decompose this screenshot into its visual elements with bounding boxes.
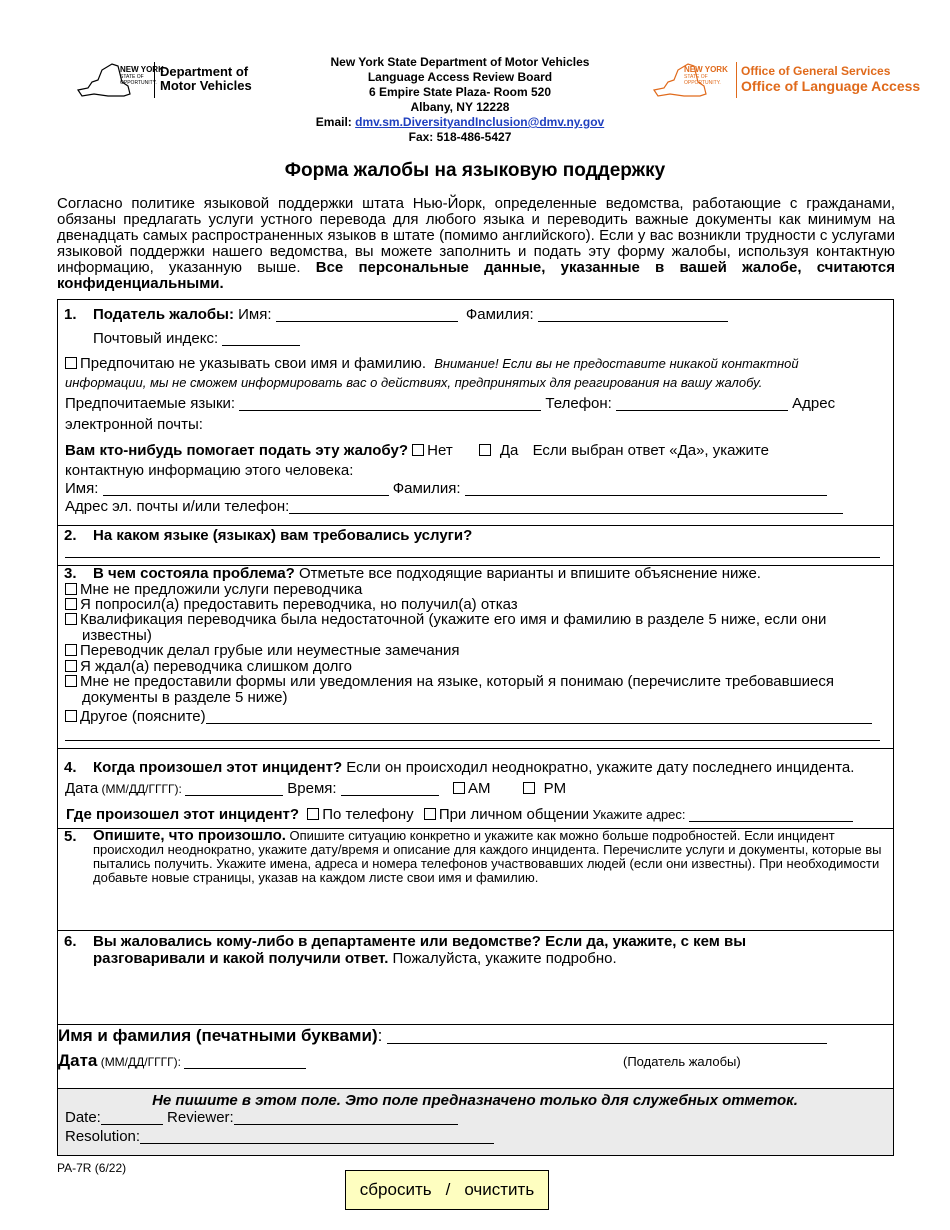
section-3-heading: В чем состояла проблема? Отметьте все подходящие варианты и впишите объяснение ниже. (93, 565, 761, 582)
helper-name-row: Имя: Фамилия: (65, 480, 827, 497)
helper-row: Вам кто-нибудь помогает подать эту жалобу? Нет Да Если выбран ответ «Да», укажите (65, 442, 769, 459)
email-line: Email: dmv.sm.DiversityandInclusion@dmv.ny.gov (315, 115, 605, 129)
section-number: 1. (64, 306, 77, 323)
problem-option: Я попросил(а) предоставить переводчика, но получил(а) отказ (65, 596, 518, 613)
problem-option: Мне не предоставили формы или уведомления на языке, который я понимаю (перечислите требовавшиеся (65, 673, 834, 690)
am-checkbox[interactable] (453, 782, 465, 794)
logo-state: NEW YORK (684, 65, 728, 74)
helper-contact-row: Адрес эл. почты и/или телефон: (65, 498, 843, 515)
section-number: 2. (64, 527, 77, 544)
divider (57, 748, 894, 749)
problem-option: Квалификация переводчика была недостаточной (укажите его имя и фамилию в разделе 5 ниже, если они (65, 611, 826, 628)
reset-label: сбросить (359, 1180, 432, 1199)
reset-clear-button[interactable] (345, 1170, 549, 1210)
address-field[interactable] (689, 808, 853, 822)
problem-checkbox[interactable] (65, 660, 77, 672)
resolution-row: Resolution: (65, 1128, 494, 1145)
section-number: 5. (64, 828, 77, 845)
printed-name-row: Имя и фамилия (печатными буквами): (58, 1026, 827, 1046)
section-number: 6. (64, 933, 77, 950)
other-explain-field[interactable] (206, 710, 872, 724)
helper-no-checkbox[interactable] (412, 444, 424, 456)
last-name-field[interactable] (538, 308, 728, 322)
problem-option: Мне не предложили услуги переводчика (65, 581, 362, 598)
clear-label: очистить (464, 1180, 535, 1199)
dmv-logo (68, 60, 268, 105)
date-time-row: Дата (ММ/ДД/ГГГГ): Время: AM PM (65, 780, 567, 797)
logo-tagline-2: OPPORTUNITY. (684, 80, 721, 86)
signature-caption: (Податель жалобы) (623, 1054, 741, 1069)
anon-note: информации, мы не сможем информировать вас о действиях, предпринятых для реагирования на вашу жалобу. (65, 375, 763, 390)
problem-checkbox[interactable] (65, 598, 77, 610)
fax-line: Fax: 518-486-5427 (408, 130, 512, 144)
button-separator: / (445, 1180, 451, 1199)
logo-tagline-2: OPPORTUNITY. (120, 80, 157, 86)
language-needed-field[interactable] (65, 557, 880, 558)
logo-tagline: STATE OF (120, 74, 144, 80)
logo-name-2: Motor Vehicles (160, 78, 252, 93)
phone-field[interactable] (616, 397, 788, 411)
problem-option: Другое (поясните) (65, 708, 872, 725)
problem-option-cont: документы в разделе 5 ниже) (82, 689, 288, 706)
section-4-heading: Когда произошел этот инцидент? Если он происходил неоднократно, укажите дату последнего инцидента. (93, 759, 855, 776)
section-2-label: На каком языке (языках) вам требовались услуги? (93, 527, 473, 544)
pm-checkbox[interactable] (523, 782, 535, 794)
language-row: Предпочитаемые языки: Телефон: Адрес (65, 395, 836, 412)
zip-field[interactable] (222, 332, 300, 346)
contact-block (300, 55, 620, 145)
incident-date-field[interactable] (185, 782, 283, 796)
logo-name-2: Office of Language Access (741, 78, 921, 94)
email-row: электронной почты: (65, 416, 203, 433)
agency-name: New York State Department of Motor Vehicles (330, 55, 590, 69)
divider (57, 525, 894, 526)
ogs-logo (648, 60, 928, 105)
sign-date-field[interactable] (184, 1055, 306, 1069)
board-name: Language Access Review Board (367, 70, 553, 84)
section-number: 4. (64, 759, 77, 776)
problem-checkbox[interactable] (65, 613, 77, 625)
address-line: 6 Empire State Plaza- Room 520 (368, 85, 552, 99)
logo-tagline: STATE OF (684, 74, 708, 80)
intro-paragraph: Согласно политике языковой поддержки штата Нью-Йорк, определенные ведомства, работающие с гражданами, обязаны предлагать услуги устного перевода для любого языка и переводить важные документы как минимум на двенадцать самых распространенных языков в штате (помимо английского). Если у вас возникли трудности с услугами языковой поддержки нашего ведомства, вы можете заполнить и подать эту форму жалобы, используя контактную информацию, указанную выше. Все персональные данные, указанные в вашей жалобе, считаются конфиденциальными. (57, 195, 895, 292)
section-number: 3. (64, 565, 77, 582)
printed-name-field[interactable] (387, 1030, 827, 1044)
problem-option: Я ждал(а) переводчика слишком долго (65, 658, 352, 675)
helper-yes-checkbox[interactable] (479, 444, 491, 456)
anon-row: Предпочитаю не указывать свои имя и фамилию. Внимание! Если вы не предоставите никакой контактной (65, 355, 895, 372)
problem-checkbox[interactable] (65, 675, 77, 687)
problem-checkbox[interactable] (65, 583, 77, 595)
city-line: Albany, NY 12228 (410, 100, 510, 114)
resolution-field[interactable] (140, 1130, 494, 1144)
logo-name-1: Department of (160, 64, 249, 79)
helper-note-2: контактную информацию этого человека: (65, 462, 354, 479)
in-person-checkbox[interactable] (424, 808, 436, 820)
logo-divider (736, 62, 737, 98)
language-field[interactable] (239, 397, 541, 411)
helper-first-name-field[interactable] (103, 482, 389, 496)
problem-option: Переводчик делал грубые или неуместные замечания (65, 642, 460, 659)
office-date-field[interactable] (101, 1111, 163, 1125)
form-code: PA-7R (6/22) (57, 1161, 127, 1175)
helper-contact-field[interactable] (289, 500, 843, 514)
location-row: Где произошел этот инцидент? По телефону При личном общении Укажите адрес: (66, 806, 853, 823)
logo-state: NEW YORK (120, 65, 164, 74)
sign-date-row: Дата (ММ/ДД/ГГГГ): (58, 1051, 306, 1071)
logo-divider (154, 62, 155, 98)
divider (57, 930, 894, 931)
by-phone-checkbox[interactable] (307, 808, 319, 820)
email-link[interactable]: dmv.sm.DiversityandInclusion@dmv.ny.gov (355, 115, 605, 129)
other-explain-line[interactable] (65, 740, 880, 741)
incident-time-field[interactable] (341, 782, 439, 796)
first-name-field[interactable] (276, 308, 458, 322)
reviewer-field[interactable] (234, 1111, 458, 1125)
office-note: Не пишите в этом поле. Это поле предназначено только для служебных отметок. (152, 1092, 798, 1109)
helper-last-name-field[interactable] (465, 482, 827, 496)
section-5-text: Опишите, что произошло. Опишите ситуацию конкретно и укажите как можно больше подробностей. Если инцидент происходил неоднократно, укажите дату/время и описание для каждого инцидента. Перечислите услуги и документы, которые вы пытались получить. Укажите имена, адреса и номера телефонов участвовавших людей (если они известны). При необходимости добавьте новые страницы, указав на каждом листе свои имя и фамилию. (93, 827, 882, 885)
problem-option-cont: известны) (82, 627, 152, 644)
section-6-text: Вы жаловались кому-либо в департаменте или ведомстве? Если да, укажите, с кем вы разговаривали и какой получили ответ. Пожалуйста, укажите подробно. (93, 933, 747, 967)
problem-checkbox[interactable] (65, 644, 77, 656)
anonymous-checkbox[interactable] (65, 357, 77, 369)
complainant-row: Податель жалобы: Имя: Фамилия: (93, 306, 728, 323)
zip-row: Почтовый индекс: (93, 330, 300, 347)
problem-checkbox[interactable] (65, 710, 77, 722)
office-date-row: Date: Reviewer: (65, 1109, 458, 1126)
logo-name-1: Office of General Services (741, 64, 891, 78)
divider (57, 1024, 894, 1025)
page-title: Форма жалобы на языковую поддержку (284, 160, 666, 181)
